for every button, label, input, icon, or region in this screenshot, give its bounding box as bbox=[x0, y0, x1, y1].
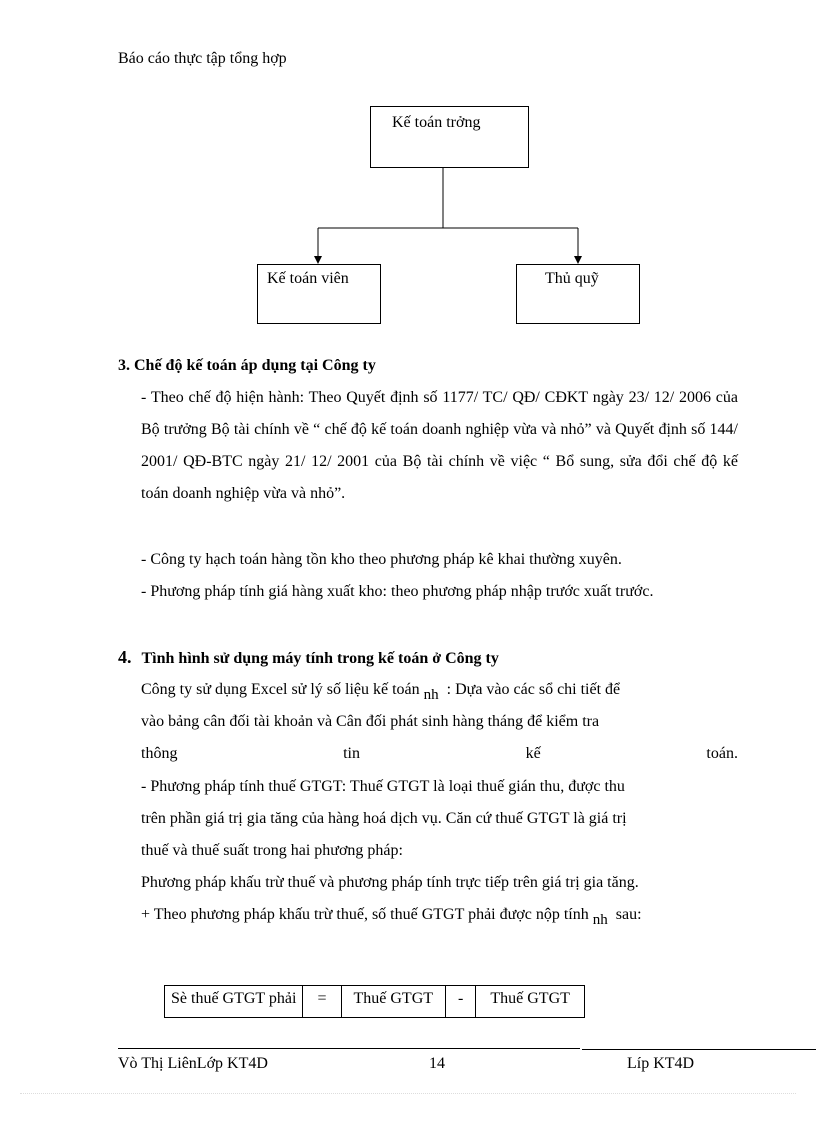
section-4-line: trên phần giá trị gia tăng của hàng hoá dịch vụ. Căn cứ thuế GTGT là giá trị bbox=[141, 810, 627, 827]
text-run: : Dựa vào các sổ chi tiết để bbox=[446, 681, 621, 698]
org-box-label: Kế toán viên bbox=[267, 270, 349, 287]
text-run: sau: bbox=[615, 906, 642, 923]
word: tin bbox=[343, 745, 360, 762]
footer-author: Vò Thị LiênLớp KT4D bbox=[118, 1055, 268, 1072]
formula-cell: Thuế GTGT bbox=[476, 986, 585, 1018]
word: toán. bbox=[706, 745, 738, 762]
section-4-line: - Phương pháp tính thuế GTGT: Thuế GTGT là loại thuế gián thu, được thu bbox=[141, 778, 625, 795]
formula-table bbox=[164, 985, 585, 1018]
section-4-line: vào bảng cân đối tài khoản và Cân đối phát sinh hàng tháng để kiểm tra bbox=[141, 713, 600, 730]
formula-cell: Sè thuế GTGT phải bbox=[165, 986, 303, 1018]
formula-row bbox=[165, 986, 585, 1018]
section-3-para-2: - Công ty hạch toán hàng tồn kho theo phương pháp kê khai thường xuyên. bbox=[141, 551, 622, 568]
word: kế bbox=[525, 745, 541, 762]
org-box-label: Thủ quỹ bbox=[545, 270, 599, 287]
org-box-accountant bbox=[257, 264, 381, 324]
org-box-label: Kế toán trởng bbox=[392, 114, 481, 131]
page-bottom-divider bbox=[20, 1093, 796, 1094]
formula-cell: Thuế GTGT bbox=[341, 986, 446, 1018]
subscript-text: nh bbox=[592, 912, 608, 928]
section-4-line: thuế và thuế suất trong hai phương pháp: bbox=[141, 842, 403, 859]
formula-cell: = bbox=[303, 986, 341, 1018]
org-box-cashier bbox=[516, 264, 640, 324]
subscript-text: nh bbox=[423, 687, 439, 703]
footer-rule bbox=[582, 1049, 816, 1050]
section-3-para-3: - Phương pháp tính giá hàng xuất kho: theo phương pháp nhập trước xuất trước. bbox=[141, 583, 654, 600]
section-4-line bbox=[141, 906, 642, 928]
footer-class: Líp KT4D bbox=[627, 1055, 695, 1072]
formula-cell: - bbox=[446, 986, 476, 1018]
footer-page-number: 14 bbox=[429, 1055, 445, 1072]
word: thông bbox=[141, 745, 178, 762]
footer-rule bbox=[118, 1048, 580, 1049]
text-run: Công ty sử dụng Excel sử lý số liệu kế toán bbox=[141, 681, 420, 698]
page-header: Báo cáo thực tập tổng hợp bbox=[118, 50, 287, 67]
section-4-title bbox=[118, 647, 499, 668]
section-number: 4. bbox=[118, 647, 132, 667]
section-4-line bbox=[141, 681, 621, 703]
section-4-justified-line bbox=[141, 745, 738, 763]
section-3-para-1: - Theo chế độ hiện hành: Theo Quyết định số 1177/ TC/ QĐ/ CĐKT ngày 23/ 12/ 2006 của Bộ trưởng Bộ tài chính về “ chế độ kế toán doanh nghiệp vừa và nhỏ” và Quyết định số 144/ 2001/ QĐ-BTC ngày 21/ 12/ 2001 của Bộ tài chính về việc “ Bổ sung, sửa đổi chế độ kế toán doanh nghiệp vừa và nhỏ”. bbox=[141, 389, 738, 502]
section-3-title: 3. Chế độ kế toán áp dụng tại Công ty bbox=[118, 357, 376, 374]
section-4-title-text: Tình hình sử dụng máy tính trong kế toán ở Công ty bbox=[141, 650, 499, 667]
text-run: + Theo phương pháp khấu trừ thuế, số thuế GTGT phải được nộp tính bbox=[141, 906, 589, 923]
section-4-line: Phương pháp khấu trừ thuế và phương pháp tính trực tiếp trên giá trị gia tăng. bbox=[141, 874, 639, 891]
org-chart-connectors bbox=[0, 0, 816, 330]
